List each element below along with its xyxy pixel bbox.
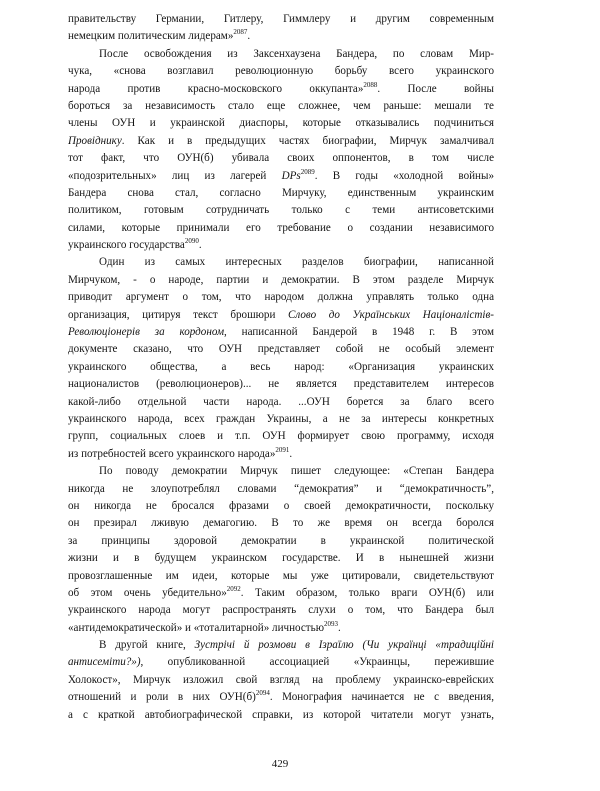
text-line bbox=[68, 307, 494, 324]
text-segment: провозглашенные им идеи, которые мы уже цитировали, свидетельствуют bbox=[68, 569, 494, 582]
footnote-marker: 2088 bbox=[363, 80, 378, 89]
text-segment: . В годы «холодной войны» bbox=[314, 169, 494, 182]
italic-text: антисеміти?») bbox=[68, 656, 141, 669]
text-line bbox=[68, 585, 494, 602]
text-line bbox=[68, 550, 494, 567]
text-segment: жизни и в будущем украинском государстве. И в нынешней жизни bbox=[68, 552, 494, 565]
text-line bbox=[68, 568, 494, 585]
text-segment: чука, «снова возглавил революционную борьбу всего украинского bbox=[68, 65, 494, 78]
text-line bbox=[68, 254, 494, 271]
text-line bbox=[68, 481, 494, 498]
text-segment: силами, которые принимали его требование о создании независимого bbox=[68, 221, 494, 234]
text-segment: а с краткой автобиографической справки, из которой читатели могут узнать, bbox=[68, 708, 494, 721]
footnote-marker: 2089 bbox=[300, 167, 315, 176]
text-segment: . Таким образом, только враги ОУН(б) или bbox=[240, 586, 494, 599]
text-segment: После освобождения из Заксенхаузена Бандера, по словам Мир- bbox=[99, 47, 494, 60]
text-segment: . bbox=[247, 30, 251, 43]
text-line bbox=[68, 289, 494, 306]
text-line bbox=[68, 341, 494, 358]
text-line bbox=[68, 672, 494, 689]
paragraph bbox=[68, 46, 494, 255]
text-segment: Один из самых интересных разделов биографии, написанной bbox=[99, 256, 494, 269]
text-line bbox=[68, 237, 494, 254]
italic-text: Провіднику bbox=[68, 134, 122, 147]
text-line bbox=[68, 394, 494, 411]
text-line bbox=[68, 376, 494, 393]
text-line bbox=[68, 11, 494, 28]
text-segment: В другой книге, bbox=[99, 639, 195, 652]
text-line bbox=[68, 637, 494, 654]
text-line bbox=[68, 359, 494, 376]
text-line bbox=[68, 446, 494, 463]
text-segment: Холокост», Мирчук изложил свой взгляд на проблему украинско-еврейских bbox=[68, 673, 494, 686]
text-segment: из потребностей всего украинского народа» bbox=[68, 447, 276, 460]
footnote-marker: 2093 bbox=[324, 619, 338, 628]
text-segment: групп, социальных слоев и т.п. ОУН формирует свою программу, исходя bbox=[68, 430, 494, 443]
text-segment: тот факт, что ОУН(б) убивала своих оппонентов, в том числе bbox=[68, 152, 494, 165]
text-line bbox=[68, 220, 494, 237]
text-segment: . bbox=[198, 239, 202, 252]
text-segment: отношений и роли в них ОУН(б) bbox=[68, 691, 256, 704]
text-line bbox=[68, 46, 494, 63]
text-line bbox=[68, 428, 494, 445]
text-line bbox=[68, 689, 494, 706]
text-segment: националистов (революционеров)... не является представителем интересов bbox=[68, 378, 494, 391]
text-segment: По поводу демократии Мирчук пишет следующее: «Степан Бандера bbox=[99, 465, 494, 478]
text-line bbox=[68, 98, 494, 115]
text-line bbox=[68, 620, 494, 637]
text-segment: . После войны bbox=[377, 82, 495, 95]
text-segment: украинского государства bbox=[68, 239, 185, 252]
text-line bbox=[68, 168, 494, 185]
text-line bbox=[68, 272, 494, 289]
footnote-marker: 2094 bbox=[255, 689, 270, 698]
italic-text: DPs bbox=[281, 169, 301, 182]
paragraph bbox=[68, 11, 494, 46]
paragraph bbox=[68, 254, 494, 463]
text-line bbox=[68, 411, 494, 428]
text-line bbox=[68, 707, 494, 724]
text-line bbox=[68, 602, 494, 619]
text-line bbox=[68, 133, 494, 150]
text-segment: он никогда не бросался фразами о своей демократичности, поскольку bbox=[68, 499, 494, 512]
text-segment: документе сказано, что ОУН представляет собой не особый элемент bbox=[68, 343, 494, 356]
footnote-marker: 2091 bbox=[275, 445, 290, 454]
italic-text: Зустрічі й розмови в Ізраїлю (Чи українці «традиційні bbox=[194, 639, 495, 652]
text-segment: украинского народа, всех граждан Украины, а не за интересы конкретных bbox=[68, 412, 494, 425]
text-line bbox=[68, 202, 494, 219]
text-line bbox=[68, 654, 494, 671]
text-segment: народа против красно-московского оккупанта» bbox=[68, 82, 364, 95]
text-segment: бороться за независимость стало еще сложнее, чем раньше: мешали те bbox=[68, 99, 494, 112]
paragraph bbox=[68, 463, 494, 637]
text-segment: . bbox=[338, 621, 341, 634]
text-segment: правительству Германии, Гитлеру, Гиммлеру и другим современным bbox=[68, 13, 494, 25]
text-segment: . Монография начинается не с введения, bbox=[269, 691, 494, 704]
text-line bbox=[68, 63, 494, 80]
text-segment: «антидемократической» и «тоталитарной» личностью bbox=[68, 621, 324, 634]
text-segment: , написанной Бандерой в 1948 г. В этом bbox=[224, 326, 495, 339]
text-line bbox=[68, 28, 494, 45]
footnote-marker: 2087 bbox=[233, 28, 248, 37]
text-line bbox=[68, 498, 494, 515]
text-line bbox=[68, 150, 494, 167]
text-segment: за принципы здоровой демократии в украинской политической bbox=[68, 534, 494, 547]
text-line bbox=[68, 185, 494, 202]
page-body-text bbox=[68, 11, 494, 724]
text-segment: члены ОУН и украинской диаспоры, которые отказывались подчиниться bbox=[68, 117, 494, 130]
text-segment: об этом очень убедительно» bbox=[68, 586, 227, 599]
italic-text: Слово до Українських Націоналістів- bbox=[288, 308, 495, 321]
text-line bbox=[68, 533, 494, 550]
italic-text: Революціонерів за кордоном bbox=[68, 326, 225, 339]
text-segment: немецким политическим лидерам» bbox=[68, 30, 234, 43]
text-segment: украинского общества, а весь народ: «Организация украинских bbox=[68, 360, 494, 373]
text-segment: . Как и в предыдущих частях биографии, Мирчук замалчивал bbox=[121, 134, 494, 147]
text-line bbox=[68, 81, 494, 98]
footnote-marker: 2092 bbox=[226, 584, 241, 593]
text-line bbox=[68, 115, 494, 132]
text-line bbox=[68, 515, 494, 532]
text-segment: приводит аргумент о том, что народом должна управлять только одна bbox=[68, 291, 494, 304]
text-segment: организация, цитируя текст брошюри bbox=[68, 308, 289, 321]
text-line bbox=[68, 324, 494, 341]
text-segment: никогда не злоупотреблял словами “демократия” и “демократичность”, bbox=[68, 482, 494, 495]
text-segment: Мирчуком, - о народе, партии и демократии. В этом разделе Мирчук bbox=[68, 273, 494, 286]
page-number: 429 bbox=[271, 758, 289, 770]
text-segment: какой-либо отдельной части народа. ...ОУН борется за благо всего bbox=[68, 395, 494, 408]
text-segment: он презирал лживую демагогию. В то же время он всегда боролся bbox=[68, 517, 494, 530]
footnote-marker: 2090 bbox=[184, 237, 199, 246]
text-segment: политиком, готовым сотрудничать только с теми антисоветскими bbox=[68, 204, 494, 217]
text-line bbox=[68, 463, 494, 480]
text-segment: Бандера снова стал, согласно Мирчуку, единственным украинским bbox=[68, 186, 494, 199]
paragraph bbox=[68, 637, 494, 724]
text-segment: , опубликованной ассоциацией «Украинцы, пережившие bbox=[140, 656, 494, 669]
text-segment: . bbox=[289, 447, 293, 460]
text-segment: «подозрительных» лиц из лагерей bbox=[68, 169, 282, 182]
text-segment: украинского народа могут распространять слухи о том, что Бандера был bbox=[68, 604, 494, 617]
